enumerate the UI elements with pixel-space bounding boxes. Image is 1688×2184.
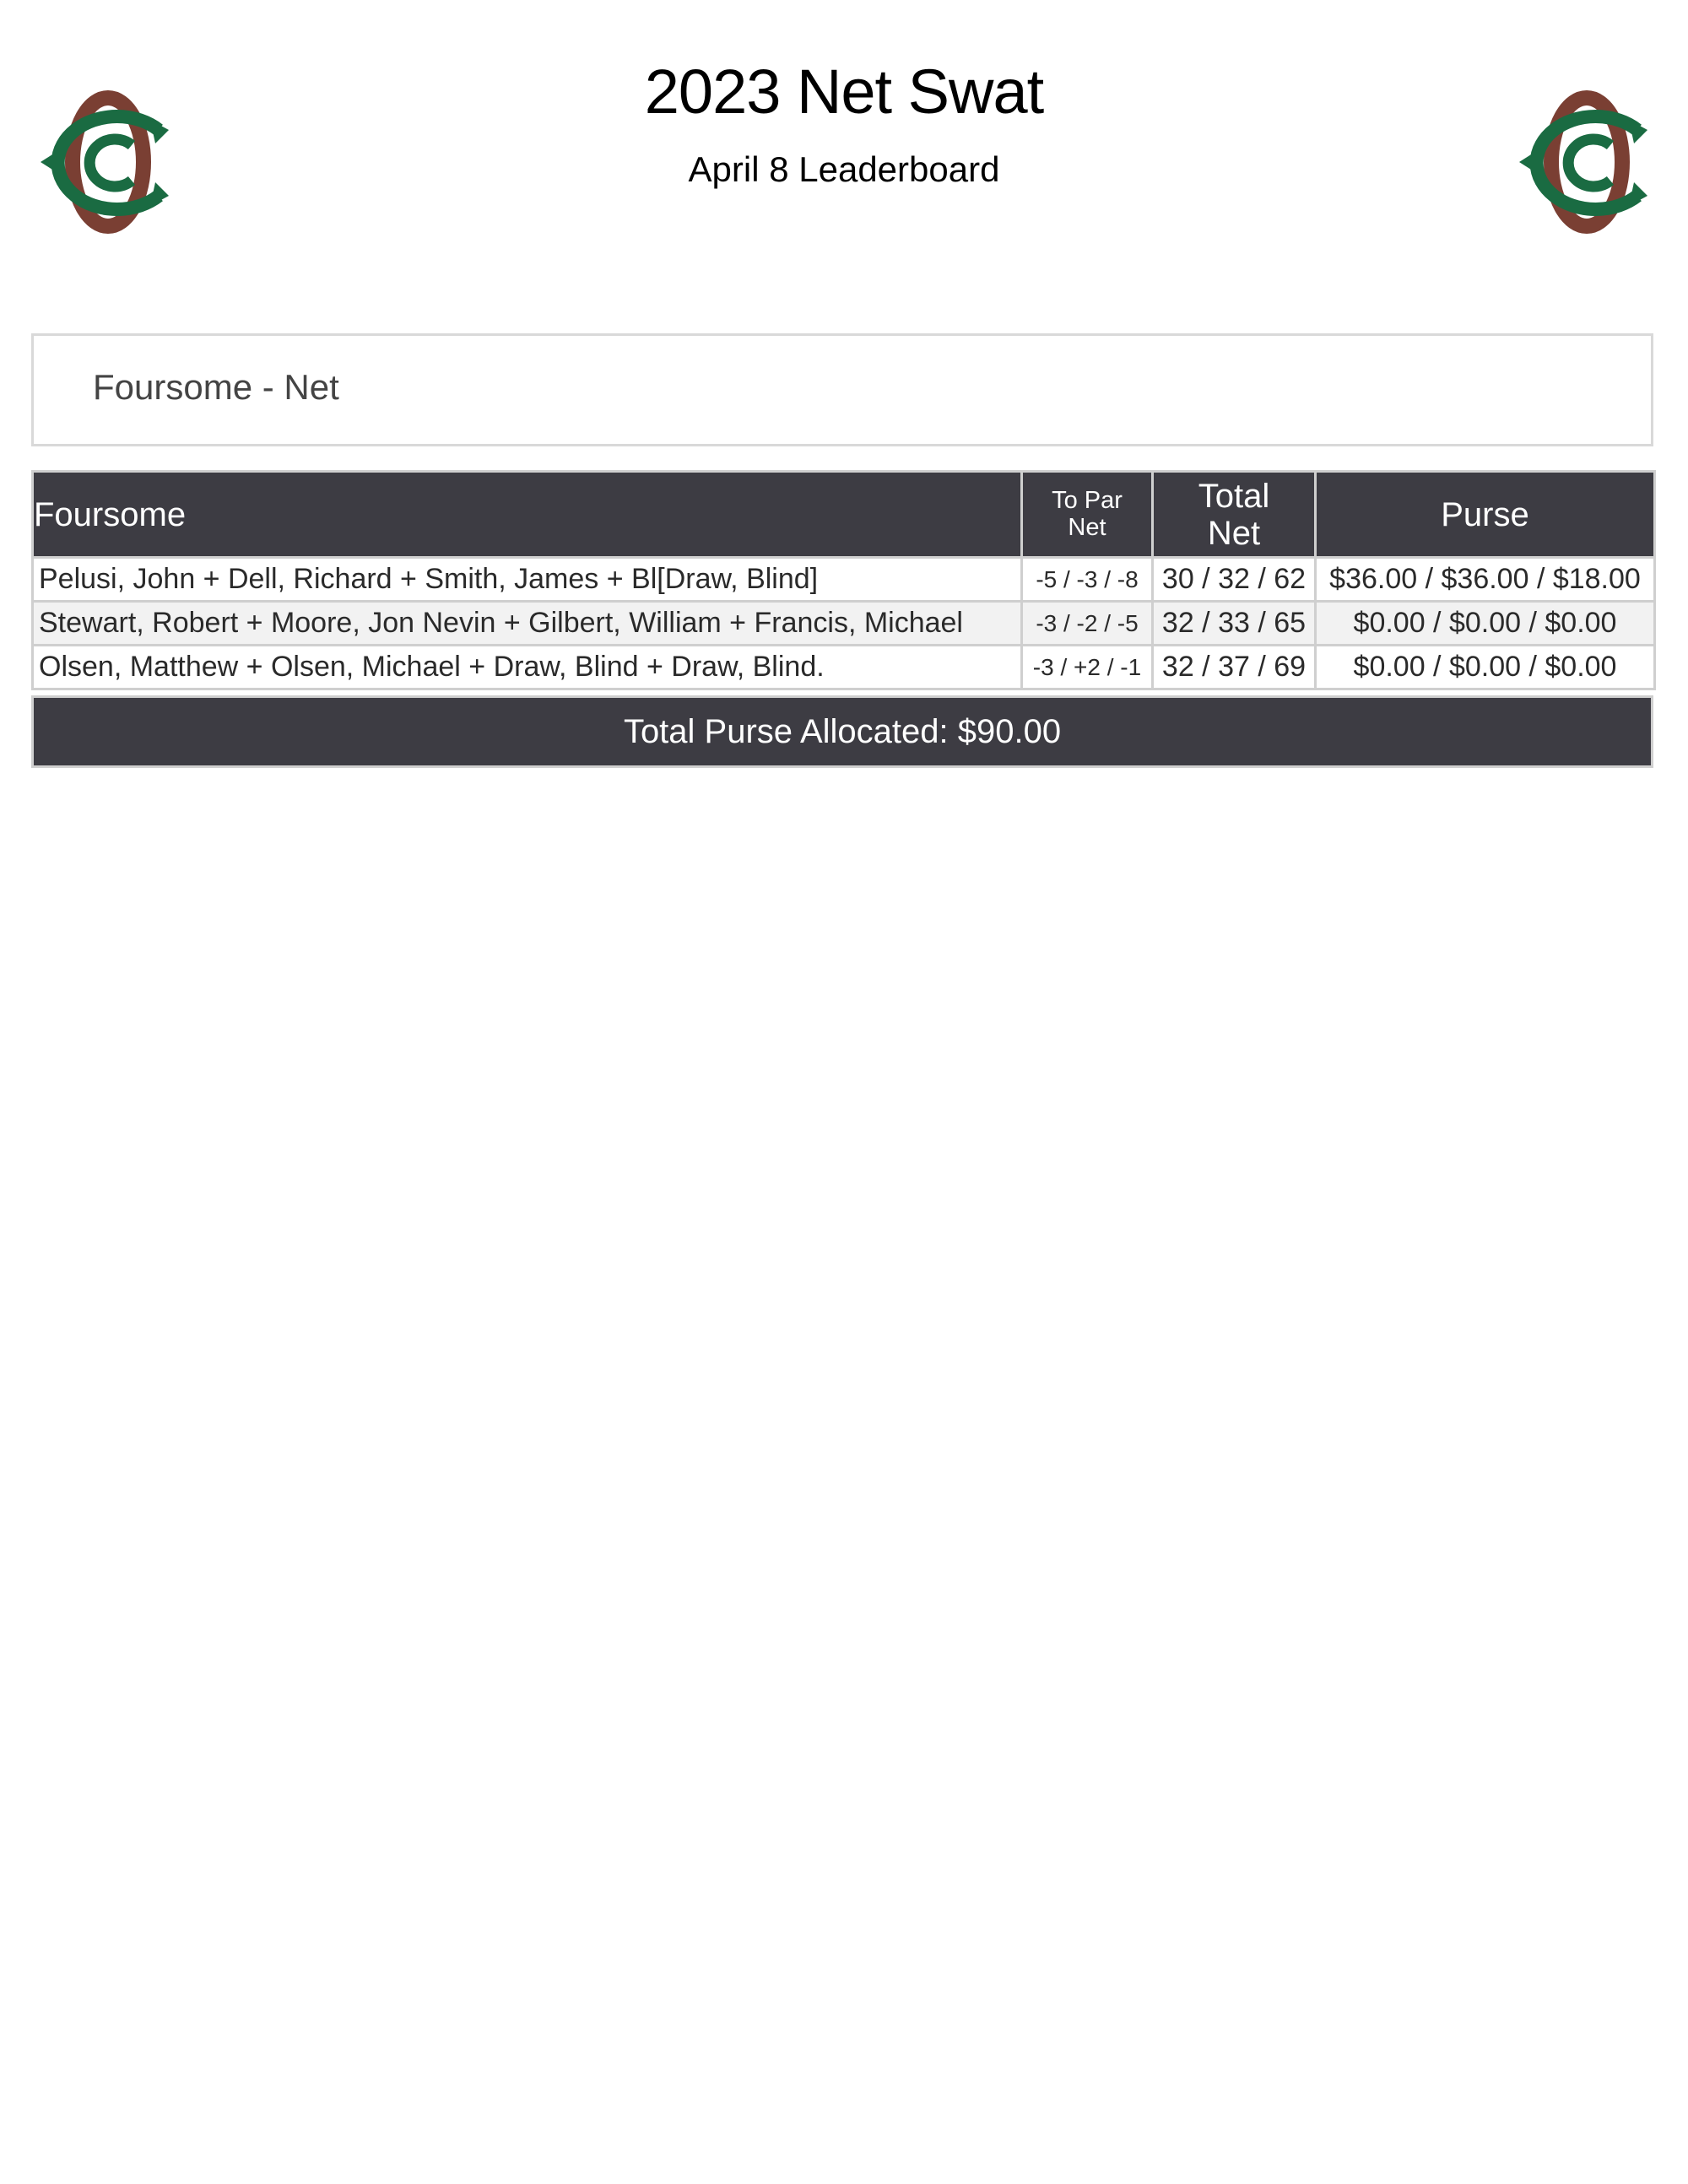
total-net-cell: 32 / 37 / 69 — [1153, 646, 1316, 689]
column-header-to-par-line1: To Par — [1052, 486, 1123, 514]
column-header-purse: Purse — [1316, 472, 1655, 558]
column-header-to-par-net — [1022, 472, 1153, 558]
total-purse-footer: Total Purse Allocated: $90.00 — [31, 695, 1653, 768]
column-header-total-net — [1153, 472, 1316, 558]
total-net-cell: 30 / 32 / 62 — [1153, 558, 1316, 602]
total-net-cell: 32 / 33 / 65 — [1153, 602, 1316, 646]
foursome-cell: Pelusi, John + Dell, Richard + Smith, James + Bl[Draw, Blind] — [33, 558, 1022, 602]
purse-cell: $0.00 / $0.00 / $0.00 — [1316, 646, 1655, 689]
foursome-cell: Stewart, Robert + Moore, Jon Nevin + Gilbert, William + Francis, Michael — [33, 602, 1022, 646]
table-row — [33, 602, 1655, 646]
table-header-row — [33, 472, 1655, 558]
purse-cell: $36.00 / $36.00 / $18.00 — [1316, 558, 1655, 602]
foursome-cell: Olsen, Matthew + Olsen, Michael + Draw, Blind + Draw, Blind. — [33, 646, 1022, 689]
club-logo-right — [1511, 78, 1663, 246]
to-par-cell: -3 / +2 / -1 — [1022, 646, 1153, 689]
column-header-total-line1: Total — [1198, 477, 1270, 515]
to-par-cell: -5 / -3 / -8 — [1022, 558, 1153, 602]
section-header-box — [31, 333, 1653, 446]
section-title: Foursome - Net — [93, 367, 339, 407]
column-header-total-line2: Net — [1207, 514, 1261, 552]
leaderboard-table — [31, 470, 1656, 690]
table-row — [33, 558, 1655, 602]
to-par-cell: -3 / -2 / -5 — [1022, 602, 1153, 646]
purse-cell: $0.00 / $0.00 / $0.00 — [1316, 602, 1655, 646]
column-header-to-par-line2: Net — [1068, 513, 1106, 541]
column-header-foursome: Foursome — [33, 472, 1022, 558]
page-subtitle: April 8 Leaderboard — [688, 149, 1000, 189]
page-title: 2023 Net Swat — [644, 57, 1044, 127]
page-header — [0, 0, 1688, 253]
table-row — [33, 646, 1655, 689]
